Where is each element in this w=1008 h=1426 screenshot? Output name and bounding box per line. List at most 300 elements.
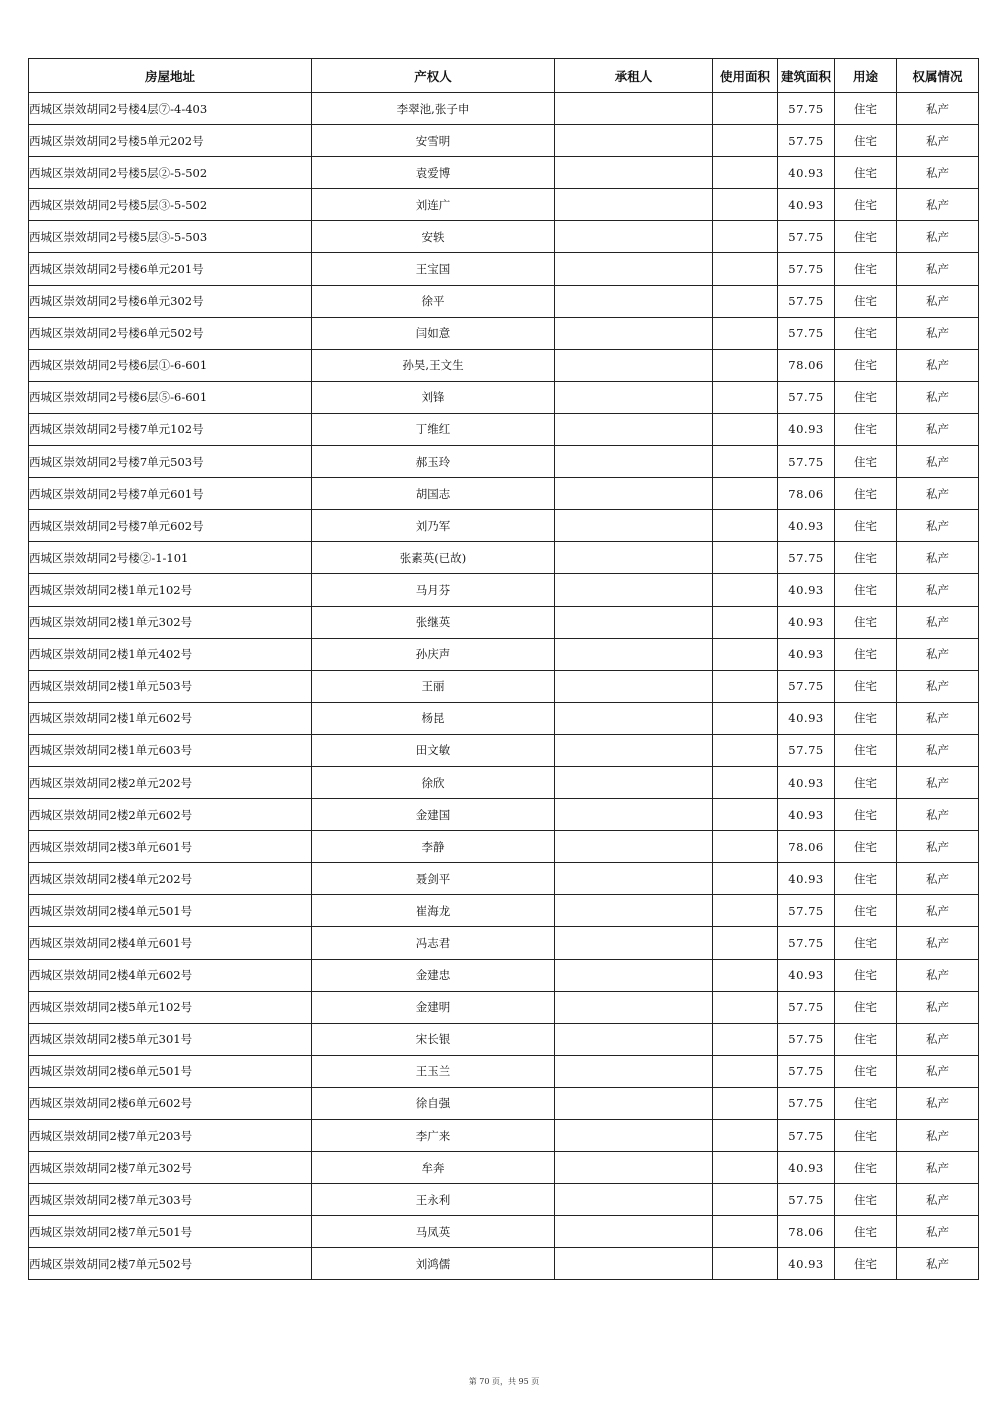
cell-owner: 孙昊,王文生 — [312, 349, 555, 381]
cell-ownership-status: 私产 — [897, 446, 979, 478]
cell-floor-area: 57.75 — [778, 1087, 835, 1119]
cell-usage: 住宅 — [835, 638, 897, 670]
cell-floor-area: 78.06 — [778, 831, 835, 863]
cell-floor-area: 57.75 — [778, 93, 835, 125]
cell-floor-area: 57.75 — [778, 285, 835, 317]
cell-ownership-status: 私产 — [897, 1055, 979, 1087]
cell-tenant — [555, 1120, 713, 1152]
cell-usage: 住宅 — [835, 1152, 897, 1184]
cell-address: 西城区崇效胡同2楼7单元303号 — [29, 1184, 312, 1216]
cell-tenant — [555, 1087, 713, 1119]
table-row — [29, 574, 979, 606]
table-row — [29, 381, 979, 413]
cell-floor-area: 40.93 — [778, 606, 835, 638]
cell-address: 西城区崇效胡同2楼4单元202号 — [29, 863, 312, 895]
cell-ownership-status: 私产 — [897, 189, 979, 221]
cell-floor-area: 78.06 — [778, 478, 835, 510]
cell-usable-area — [713, 670, 778, 702]
cell-floor-area: 57.75 — [778, 895, 835, 927]
cell-address: 西城区崇效胡同2号楼5层③-5-503 — [29, 221, 312, 253]
table-row — [29, 959, 979, 991]
table-row — [29, 93, 979, 125]
cell-usage: 住宅 — [835, 478, 897, 510]
cell-owner: 胡国志 — [312, 478, 555, 510]
cell-usable-area — [713, 863, 778, 895]
cell-tenant — [555, 189, 713, 221]
cell-owner: 李翠池,张子申 — [312, 93, 555, 125]
cell-usage: 住宅 — [835, 253, 897, 285]
cell-owner: 刘鸿儒 — [312, 1248, 555, 1280]
cell-usage: 住宅 — [835, 542, 897, 574]
cell-floor-area: 40.93 — [778, 799, 835, 831]
cell-owner: 崔海龙 — [312, 895, 555, 927]
cell-address: 西城区崇效胡同2楼3单元601号 — [29, 831, 312, 863]
cell-usage: 住宅 — [835, 895, 897, 927]
cell-address: 西城区崇效胡同2楼7单元502号 — [29, 1248, 312, 1280]
cell-owner: 牟奔 — [312, 1152, 555, 1184]
cell-ownership-status: 私产 — [897, 478, 979, 510]
cell-floor-area: 78.06 — [778, 349, 835, 381]
table-row — [29, 125, 979, 157]
cell-usage: 住宅 — [835, 157, 897, 189]
cell-floor-area: 40.93 — [778, 702, 835, 734]
cell-address: 西城区崇效胡同2楼7单元302号 — [29, 1152, 312, 1184]
cell-tenant — [555, 510, 713, 542]
cell-ownership-status: 私产 — [897, 221, 979, 253]
cell-tenant — [555, 638, 713, 670]
cell-usage: 住宅 — [835, 1248, 897, 1280]
cell-floor-area: 57.75 — [778, 927, 835, 959]
cell-owner: 王玉兰 — [312, 1055, 555, 1087]
cell-ownership-status: 私产 — [897, 638, 979, 670]
table-row — [29, 1023, 979, 1055]
table-row — [29, 702, 979, 734]
cell-owner: 闫如意 — [312, 317, 555, 349]
cell-address: 西城区崇效胡同2号楼5层③-5-502 — [29, 189, 312, 221]
cell-usable-area — [713, 606, 778, 638]
cell-address: 西城区崇效胡同2楼6单元602号 — [29, 1087, 312, 1119]
cell-ownership-status: 私产 — [897, 831, 979, 863]
table-row — [29, 799, 979, 831]
cell-address: 西城区崇效胡同2号楼6层①-6-601 — [29, 349, 312, 381]
cell-usable-area — [713, 1055, 778, 1087]
cell-tenant — [555, 413, 713, 445]
table-row — [29, 510, 979, 542]
cell-ownership-status: 私产 — [897, 766, 979, 798]
cell-usable-area — [713, 831, 778, 863]
cell-floor-area: 57.75 — [778, 381, 835, 413]
cell-address: 西城区崇效胡同2楼1单元402号 — [29, 638, 312, 670]
cell-tenant — [555, 670, 713, 702]
cell-usable-area — [713, 221, 778, 253]
table-row — [29, 189, 979, 221]
header-usage: 用途 — [835, 59, 897, 93]
cell-address: 西城区崇效胡同2楼7单元501号 — [29, 1216, 312, 1248]
cell-usage: 住宅 — [835, 510, 897, 542]
cell-ownership-status: 私产 — [897, 1120, 979, 1152]
cell-usage: 住宅 — [835, 349, 897, 381]
cell-owner: 宋长银 — [312, 1023, 555, 1055]
cell-floor-area: 40.93 — [778, 766, 835, 798]
cell-tenant — [555, 317, 713, 349]
cell-usable-area — [713, 93, 778, 125]
cell-usage: 住宅 — [835, 1055, 897, 1087]
cell-floor-area: 57.75 — [778, 125, 835, 157]
cell-floor-area: 40.93 — [778, 510, 835, 542]
cell-tenant — [555, 285, 713, 317]
cell-address: 西城区崇效胡同2号楼7单元602号 — [29, 510, 312, 542]
table-row — [29, 478, 979, 510]
cell-owner: 王永利 — [312, 1184, 555, 1216]
cell-usage: 住宅 — [835, 446, 897, 478]
table-row — [29, 542, 979, 574]
cell-usage: 住宅 — [835, 927, 897, 959]
cell-address: 西城区崇效胡同2楼6单元501号 — [29, 1055, 312, 1087]
cell-tenant — [555, 221, 713, 253]
cell-usage: 住宅 — [835, 799, 897, 831]
table-row — [29, 991, 979, 1023]
cell-tenant — [555, 381, 713, 413]
cell-owner: 袁爱博 — [312, 157, 555, 189]
cell-tenant — [555, 1248, 713, 1280]
table-row — [29, 863, 979, 895]
cell-usage: 住宅 — [835, 606, 897, 638]
cell-usable-area — [713, 349, 778, 381]
cell-usable-area — [713, 510, 778, 542]
cell-address: 西城区崇效胡同2号楼6单元302号 — [29, 285, 312, 317]
cell-address: 西城区崇效胡同2号楼7单元102号 — [29, 413, 312, 445]
cell-address: 西城区崇效胡同2楼1单元102号 — [29, 574, 312, 606]
cell-ownership-status: 私产 — [897, 349, 979, 381]
cell-usable-area — [713, 1120, 778, 1152]
cell-ownership-status: 私产 — [897, 1248, 979, 1280]
table-row — [29, 1120, 979, 1152]
cell-usage: 住宅 — [835, 1184, 897, 1216]
cell-usage: 住宅 — [835, 1120, 897, 1152]
cell-floor-area: 40.93 — [778, 863, 835, 895]
cell-ownership-status: 私产 — [897, 734, 979, 766]
cell-owner: 杨昆 — [312, 702, 555, 734]
cell-tenant — [555, 606, 713, 638]
cell-floor-area: 57.75 — [778, 542, 835, 574]
cell-floor-area: 57.75 — [778, 734, 835, 766]
table-body — [29, 93, 979, 1280]
cell-usable-area — [713, 542, 778, 574]
header-usable-area: 使用面积 — [713, 59, 778, 93]
cell-usage: 住宅 — [835, 285, 897, 317]
cell-owner: 马凤英 — [312, 1216, 555, 1248]
cell-ownership-status: 私产 — [897, 991, 979, 1023]
property-table — [28, 58, 979, 1280]
cell-usage: 住宅 — [835, 959, 897, 991]
header-floor-area: 建筑面积 — [778, 59, 835, 93]
cell-ownership-status: 私产 — [897, 253, 979, 285]
cell-floor-area: 57.75 — [778, 670, 835, 702]
cell-ownership-status: 私产 — [897, 606, 979, 638]
cell-address: 西城区崇效胡同2楼4单元501号 — [29, 895, 312, 927]
cell-usable-area — [713, 478, 778, 510]
cell-tenant — [555, 863, 713, 895]
cell-tenant — [555, 991, 713, 1023]
cell-usage: 住宅 — [835, 991, 897, 1023]
cell-floor-area: 57.75 — [778, 221, 835, 253]
cell-owner: 冯志君 — [312, 927, 555, 959]
table-row — [29, 927, 979, 959]
header-owner: 产权人 — [312, 59, 555, 93]
cell-usage: 住宅 — [835, 670, 897, 702]
cell-address: 西城区崇效胡同2楼2单元602号 — [29, 799, 312, 831]
cell-tenant — [555, 125, 713, 157]
cell-tenant — [555, 253, 713, 285]
table-row — [29, 638, 979, 670]
cell-ownership-status: 私产 — [897, 285, 979, 317]
cell-owner: 张继英 — [312, 606, 555, 638]
cell-owner: 刘乃军 — [312, 510, 555, 542]
cell-usage: 住宅 — [835, 1023, 897, 1055]
cell-usable-area — [713, 125, 778, 157]
table-header-row — [29, 59, 979, 93]
cell-tenant — [555, 1023, 713, 1055]
cell-usable-area — [713, 574, 778, 606]
cell-usable-area — [713, 1152, 778, 1184]
cell-usage: 住宅 — [835, 189, 897, 221]
cell-owner: 王宝国 — [312, 253, 555, 285]
cell-usable-area — [713, 895, 778, 927]
cell-owner: 金建忠 — [312, 959, 555, 991]
cell-tenant — [555, 959, 713, 991]
cell-ownership-status: 私产 — [897, 381, 979, 413]
cell-usage: 住宅 — [835, 381, 897, 413]
cell-floor-area: 78.06 — [778, 1216, 835, 1248]
cell-address: 西城区崇效胡同2号楼6单元201号 — [29, 253, 312, 285]
cell-usable-area — [713, 1248, 778, 1280]
cell-ownership-status: 私产 — [897, 1087, 979, 1119]
cell-tenant — [555, 93, 713, 125]
cell-address: 西城区崇效胡同2楼5单元301号 — [29, 1023, 312, 1055]
cell-usable-area — [713, 638, 778, 670]
cell-usage: 住宅 — [835, 1216, 897, 1248]
cell-ownership-status: 私产 — [897, 1152, 979, 1184]
cell-owner: 徐欣 — [312, 766, 555, 798]
cell-floor-area: 57.75 — [778, 1184, 835, 1216]
table-row — [29, 606, 979, 638]
cell-ownership-status: 私产 — [897, 799, 979, 831]
table-row — [29, 1216, 979, 1248]
cell-ownership-status: 私产 — [897, 1023, 979, 1055]
cell-floor-area: 40.93 — [778, 1152, 835, 1184]
cell-usable-area — [713, 702, 778, 734]
table-row — [29, 1087, 979, 1119]
cell-owner: 刘连广 — [312, 189, 555, 221]
cell-ownership-status: 私产 — [897, 93, 979, 125]
cell-usage: 住宅 — [835, 125, 897, 157]
cell-floor-area: 57.75 — [778, 253, 835, 285]
cell-usable-area — [713, 927, 778, 959]
cell-address: 西城区崇效胡同2楼1单元603号 — [29, 734, 312, 766]
cell-owner: 张素英(已故) — [312, 542, 555, 574]
cell-floor-area: 57.75 — [778, 1055, 835, 1087]
cell-owner: 刘锋 — [312, 381, 555, 413]
cell-usable-area — [713, 734, 778, 766]
table-row — [29, 1184, 979, 1216]
cell-floor-area: 40.93 — [778, 157, 835, 189]
cell-usable-area — [713, 959, 778, 991]
cell-usage: 住宅 — [835, 766, 897, 798]
cell-tenant — [555, 799, 713, 831]
cell-owner: 金建明 — [312, 991, 555, 1023]
cell-owner: 王丽 — [312, 670, 555, 702]
table-row — [29, 446, 979, 478]
cell-usable-area — [713, 1023, 778, 1055]
cell-owner: 丁维红 — [312, 413, 555, 445]
header-address: 房屋地址 — [29, 59, 312, 93]
cell-usable-area — [713, 799, 778, 831]
cell-ownership-status: 私产 — [897, 863, 979, 895]
cell-address: 西城区崇效胡同2楼1单元503号 — [29, 670, 312, 702]
cell-usable-area — [713, 317, 778, 349]
cell-usage: 住宅 — [835, 221, 897, 253]
cell-tenant — [555, 895, 713, 927]
cell-tenant — [555, 157, 713, 189]
cell-usage: 住宅 — [835, 734, 897, 766]
header-tenant: 承租人 — [555, 59, 713, 93]
cell-tenant — [555, 1152, 713, 1184]
cell-address: 西城区崇效胡同2号楼4层⑦-4-403 — [29, 93, 312, 125]
cell-usable-area — [713, 991, 778, 1023]
cell-floor-area: 57.75 — [778, 446, 835, 478]
table-row — [29, 1055, 979, 1087]
cell-owner: 李静 — [312, 831, 555, 863]
header-ownership-status: 权属情况 — [897, 59, 979, 93]
cell-ownership-status: 私产 — [897, 413, 979, 445]
cell-usable-area — [713, 766, 778, 798]
cell-ownership-status: 私产 — [897, 1184, 979, 1216]
cell-address: 西城区崇效胡同2楼4单元601号 — [29, 927, 312, 959]
cell-floor-area: 57.75 — [778, 991, 835, 1023]
cell-address: 西城区崇效胡同2号楼6层⑤-6-601 — [29, 381, 312, 413]
cell-ownership-status: 私产 — [897, 125, 979, 157]
cell-usage: 住宅 — [835, 574, 897, 606]
cell-address: 西城区崇效胡同2楼5单元102号 — [29, 991, 312, 1023]
cell-usage: 住宅 — [835, 413, 897, 445]
cell-address: 西城区崇效胡同2号楼5层②-5-502 — [29, 157, 312, 189]
cell-floor-area: 40.93 — [778, 574, 835, 606]
table-row — [29, 157, 979, 189]
table-row — [29, 285, 979, 317]
cell-address: 西城区崇效胡同2号楼7单元503号 — [29, 446, 312, 478]
cell-floor-area: 40.93 — [778, 959, 835, 991]
table-row — [29, 766, 979, 798]
cell-tenant — [555, 766, 713, 798]
cell-usable-area — [713, 446, 778, 478]
cell-ownership-status: 私产 — [897, 959, 979, 991]
cell-tenant — [555, 1184, 713, 1216]
cell-usage: 住宅 — [835, 317, 897, 349]
cell-usable-area — [713, 253, 778, 285]
page-footer: 第 70 页，共 95 页 — [468, 1377, 540, 1386]
cell-address: 西城区崇效胡同2号楼5单元202号 — [29, 125, 312, 157]
cell-tenant — [555, 574, 713, 606]
cell-address: 西城区崇效胡同2号楼7单元601号 — [29, 478, 312, 510]
cell-usable-area — [713, 1216, 778, 1248]
cell-tenant — [555, 734, 713, 766]
cell-floor-area: 57.75 — [778, 1120, 835, 1152]
cell-owner: 安雪明 — [312, 125, 555, 157]
table-row — [29, 317, 979, 349]
cell-ownership-status: 私产 — [897, 927, 979, 959]
cell-tenant — [555, 1216, 713, 1248]
table-row — [29, 413, 979, 445]
cell-usage: 住宅 — [835, 831, 897, 863]
cell-owner: 聂剑平 — [312, 863, 555, 895]
cell-address: 西城区崇效胡同2楼1单元302号 — [29, 606, 312, 638]
cell-tenant — [555, 349, 713, 381]
table-row — [29, 253, 979, 285]
cell-floor-area: 57.75 — [778, 1023, 835, 1055]
cell-address: 西城区崇效胡同2楼4单元602号 — [29, 959, 312, 991]
cell-owner: 徐自强 — [312, 1087, 555, 1119]
cell-ownership-status: 私产 — [897, 574, 979, 606]
cell-usable-area — [713, 285, 778, 317]
cell-ownership-status: 私产 — [897, 670, 979, 702]
cell-usage: 住宅 — [835, 93, 897, 125]
cell-ownership-status: 私产 — [897, 157, 979, 189]
cell-usage: 住宅 — [835, 1087, 897, 1119]
table-row — [29, 734, 979, 766]
cell-usable-area — [713, 1087, 778, 1119]
cell-floor-area: 40.93 — [778, 1248, 835, 1280]
cell-ownership-status: 私产 — [897, 1216, 979, 1248]
cell-tenant — [555, 478, 713, 510]
cell-usable-area — [713, 189, 778, 221]
cell-ownership-status: 私产 — [897, 317, 979, 349]
table-row — [29, 1248, 979, 1280]
cell-tenant — [555, 702, 713, 734]
cell-address: 西城区崇效胡同2楼7单元203号 — [29, 1120, 312, 1152]
cell-address: 西城区崇效胡同2楼1单元602号 — [29, 702, 312, 734]
cell-owner: 田文敏 — [312, 734, 555, 766]
table-row — [29, 221, 979, 253]
cell-ownership-status: 私产 — [897, 702, 979, 734]
cell-usable-area — [713, 381, 778, 413]
cell-tenant — [555, 446, 713, 478]
cell-owner: 马月芬 — [312, 574, 555, 606]
cell-owner: 徐平 — [312, 285, 555, 317]
cell-usage: 住宅 — [835, 702, 897, 734]
cell-tenant — [555, 1055, 713, 1087]
cell-owner: 安轶 — [312, 221, 555, 253]
cell-owner: 李广来 — [312, 1120, 555, 1152]
cell-floor-area: 40.93 — [778, 189, 835, 221]
cell-address: 西城区崇效胡同2号楼②-1-101 — [29, 542, 312, 574]
cell-ownership-status: 私产 — [897, 510, 979, 542]
cell-ownership-status: 私产 — [897, 542, 979, 574]
cell-usage: 住宅 — [835, 863, 897, 895]
cell-address: 西城区崇效胡同2楼2单元202号 — [29, 766, 312, 798]
table-row — [29, 1152, 979, 1184]
cell-floor-area: 40.93 — [778, 413, 835, 445]
table-row — [29, 831, 979, 863]
cell-usable-area — [713, 157, 778, 189]
table-row — [29, 895, 979, 927]
cell-floor-area: 40.93 — [778, 638, 835, 670]
cell-tenant — [555, 831, 713, 863]
table-row — [29, 670, 979, 702]
cell-owner: 郝玉玲 — [312, 446, 555, 478]
cell-ownership-status: 私产 — [897, 895, 979, 927]
table-row — [29, 349, 979, 381]
cell-usable-area — [713, 1184, 778, 1216]
